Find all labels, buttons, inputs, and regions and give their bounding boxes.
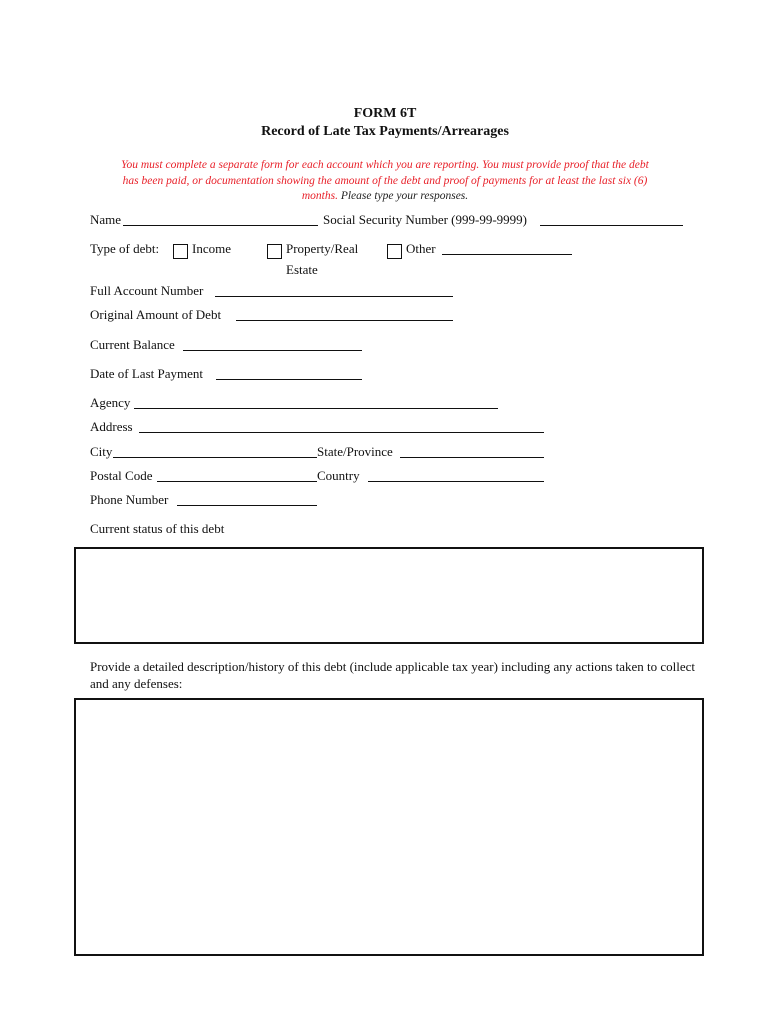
form-subtitle: Record of Late Tax Payments/Arrearages	[261, 124, 509, 139]
original-amount-label: Original Amount of Debt	[90, 307, 222, 322]
city-label: City	[90, 444, 113, 459]
instructions-red: You must complete a separate form for each account which you are reporting. You must provide proof that the debt has been paid, or documentation showing the amount of the debt and proof of payments for at least the last six (6) months.	[121, 159, 649, 202]
ssn-label: Social Security Number (999-99-9999)	[323, 212, 527, 227]
date-last-payment-label: Date of Last Payment	[90, 366, 203, 381]
address-field[interactable]	[139, 432, 544, 433]
current-status-label: Current status of this debt	[90, 521, 225, 536]
full-account-field[interactable]	[215, 296, 453, 297]
description-textarea[interactable]	[74, 698, 704, 956]
current-balance-label: Current Balance	[90, 337, 175, 352]
name-field[interactable]	[123, 225, 318, 226]
date-last-payment-field[interactable]	[216, 379, 362, 380]
description-label: Provide a detailed description/history of this debt (include applicable tax year) including any actions taken to collect and any defenses:	[90, 659, 696, 691]
phone-label: Phone Number	[90, 492, 169, 507]
postal-field[interactable]	[157, 481, 317, 482]
country-label: Country	[317, 468, 360, 483]
type-of-debt-label: Type of debt:	[90, 241, 160, 256]
other-field[interactable]	[442, 254, 572, 255]
instructions	[120, 158, 650, 205]
property-label: Property/Real	[286, 241, 359, 256]
name-label: Name	[90, 212, 122, 227]
income-checkbox[interactable]	[173, 244, 188, 259]
income-label: Income	[192, 241, 231, 256]
country-field[interactable]	[368, 481, 544, 482]
agency-label: Agency	[90, 395, 131, 410]
address-label: Address	[90, 419, 133, 434]
current-status-textarea[interactable]	[74, 547, 704, 644]
ssn-field[interactable]	[540, 225, 683, 226]
other-label: Other	[406, 241, 436, 256]
postal-label: Postal Code	[90, 468, 153, 483]
property-label-estate: Estate	[286, 262, 318, 277]
phone-field[interactable]	[177, 505, 317, 506]
form-title: FORM 6T	[353, 106, 417, 121]
property-checkbox[interactable]	[267, 244, 282, 259]
state-field[interactable]	[400, 457, 544, 458]
current-balance-field[interactable]	[183, 350, 362, 351]
instructions-black: Please type your responses.	[340, 190, 469, 202]
other-checkbox[interactable]	[387, 244, 402, 259]
full-account-label: Full Account Number	[90, 283, 204, 298]
city-field[interactable]	[113, 457, 317, 458]
original-amount-field[interactable]	[236, 320, 453, 321]
agency-field[interactable]	[134, 408, 498, 409]
state-label: State/Province	[317, 444, 393, 459]
